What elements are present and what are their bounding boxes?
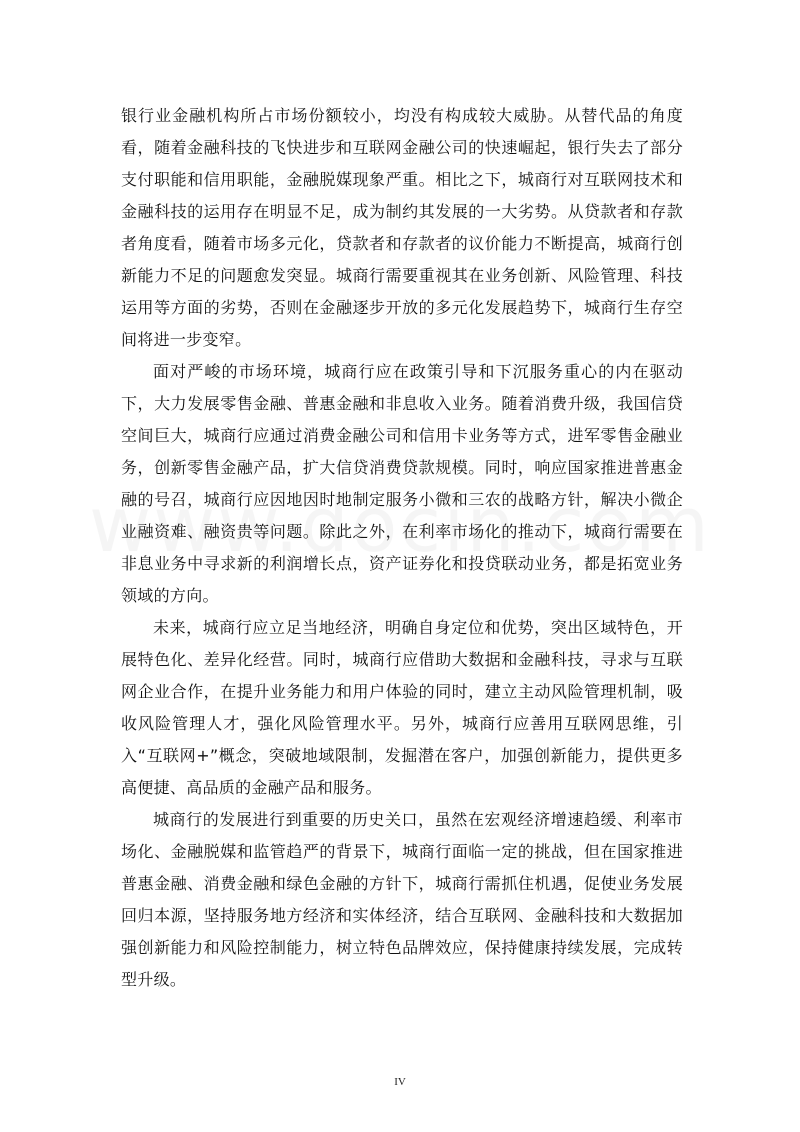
paragraph-1: 银行业金融机构所占市场份额较小，均没有构成较大威胁。从替代品的角度看，随着金融科技的飞快进步和互联网金融公司的快速崛起，银行失去了部分支付职能和信用职能，金融脱媒现象严重。相比之下，城商行对互联网技术和金融科技的运用存在明显不足，成为制约其发展的一大劣势。从贷款者和存款者角度看，随着市场多元化，贷款者和存款者的议价能力不断提高，城商行创新能力不足的问题愈发突显。城商行需要重视其在业务创新、风险管理、科技运用等方面的劣势，否则在金融逐步开放的多元化发展趋势下，城商行生存空间将进一步变窄。 [121, 106, 683, 349]
page-number: IV [394, 1076, 406, 1088]
paragraph-2: 面对严峻的市场环境，城商行应在政策引导和下沉服务重心的内在驱动下，大力发展零售金融、普惠金融和非息收入业务。随着消费升级，我国信贷空间巨大，城商行应通过消费金融公司和信用卡业务等方式，进军零售金融业务，创新零售金融产品，扩大信贷消费贷款规模。同时，响应国家推进普惠金融的号召，城商行应因地因时地制定服务小微和三农的战略方针，解决小微企业融资难、融资贵等问题。除此之外，在利率市场化的推动下，城商行需要在非息业务中寻求新的利润增长点，资产证券化和投贷联动业务，都是拓宽业务领域的方向。 [121, 362, 683, 605]
paragraph-4: 城商行的发展进行到重要的历史关口，虽然在宏观经济增速趋缓、利率市场化、金融脱媒和监管趋严的背景下，城商行面临一定的挑战，但在国家推进普惠金融、消费金融和绿色金融的方针下，城商行需抓住机遇，促使业务发展回归本源，坚持服务地方经济和实体经济，结合互联网、金融科技和大数据加强创新能力和风险控制能力，树立特色品牌效应，保持健康持续发展，完成转型升级。 [121, 810, 683, 989]
body-text [121, 100, 683, 996]
paragraph-3: 未来，城商行应立足当地经济，明确自身定位和优势，突出区域特色，开展特色化、差异化经营。同时，城商行应借助大数据和金融科技，寻求与互联网企业合作，在提升业务能力和用户体验的同时，建立主动风险管理机制，吸收风险管理人才，强化风险管理水平。另外，城商行应善用互联网思维，引入“互联网+”概念，突破地域限制，发掘潜在客户，加强创新能力，提供更多高便捷、高品质的金融产品和服务。 [121, 618, 683, 797]
